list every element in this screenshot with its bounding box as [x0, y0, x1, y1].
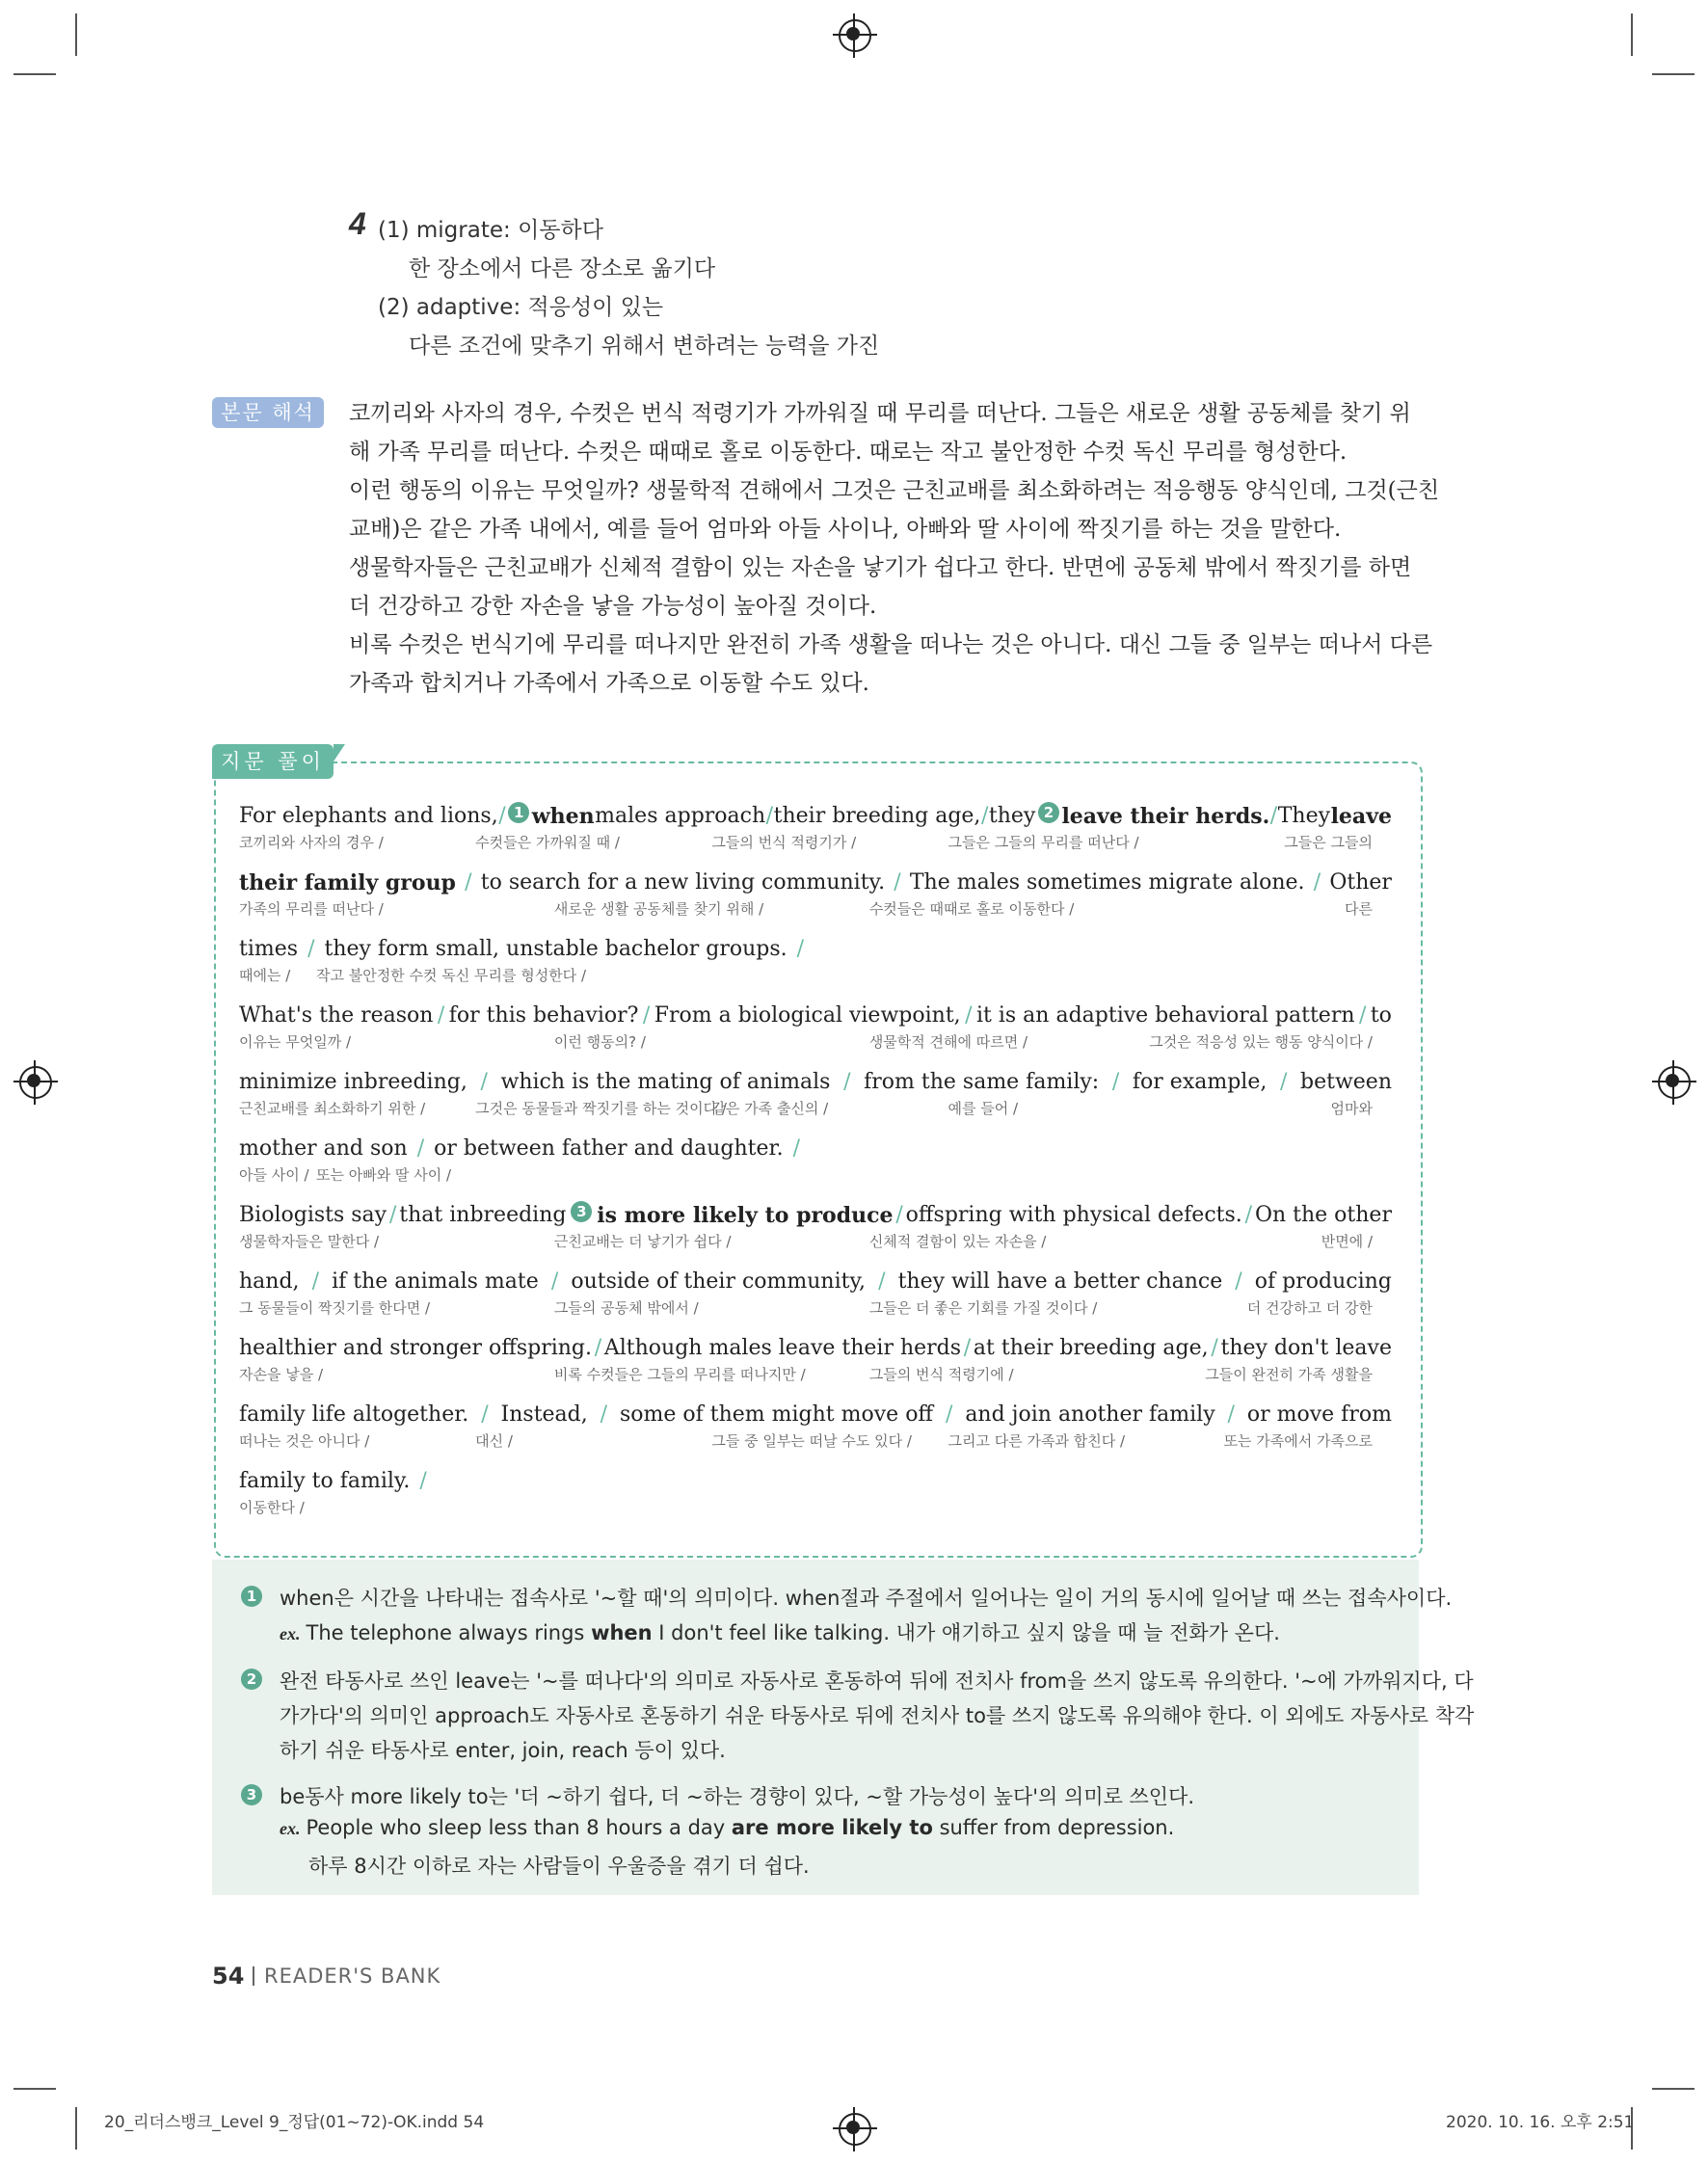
note-number-icon: 1 — [241, 1586, 262, 1607]
crop-mark — [13, 2088, 56, 2090]
english-chunk: for example, — [1132, 1070, 1268, 1094]
note-number-icon: 2 — [241, 1669, 262, 1690]
note-text: are more likely to — [731, 1816, 933, 1839]
note-text: when — [591, 1621, 653, 1644]
passage-tag: 지문 풀이 — [212, 744, 334, 779]
english-chunk: males approach — [595, 804, 766, 828]
english-text — [239, 1401, 1392, 1429]
english-chunk: From a biological viewpoint, — [654, 1003, 961, 1028]
english-chunk: which is the mating of animals — [500, 1070, 831, 1094]
korean-gloss-row — [239, 1430, 1392, 1450]
chunk-slash: / — [307, 937, 315, 961]
english-chunk: and join another family — [965, 1403, 1215, 1427]
passage-line — [239, 868, 1392, 918]
crop-mark — [1631, 13, 1633, 56]
english-chunk: leave — [1330, 804, 1392, 829]
chunk-slash: / — [963, 1336, 972, 1360]
english-chunk: On the other — [1254, 1203, 1392, 1227]
book-title: READER'S BANK — [264, 1964, 441, 1988]
note-line — [280, 1781, 1194, 1810]
note-line — [280, 1735, 726, 1764]
english-chunk: or move from — [1246, 1403, 1392, 1427]
korean-gloss: 같은 가족 출신의 / — [711, 1100, 829, 1117]
english-chunk: or between father and daughter. — [434, 1136, 784, 1161]
english-chunk: they form small, unstable bachelor groups. — [324, 937, 787, 961]
english-chunk: Biologists say — [239, 1203, 387, 1227]
english-chunk: for this behavior? — [448, 1003, 639, 1028]
english-chunk: leave their herds. — [1061, 804, 1270, 829]
korean-gloss: 그들은 더 좋은 기회를 가질 것이다 / — [868, 1299, 1098, 1317]
chunk-slash: / — [1313, 870, 1321, 895]
korean-gloss: 엄마와 — [1330, 1100, 1373, 1117]
english-text — [239, 1068, 1392, 1097]
chunk-slash: / — [1235, 1269, 1242, 1294]
korean-gloss: 떠나는 것은 아니다 / — [239, 1432, 370, 1450]
korean-gloss-row — [239, 965, 1392, 984]
translation-line: 이런 행동의 이유는 무엇일까? 생물학적 견해에서 그것은 근친교배를 최소화하려는 적응행동 양식인데, 그것(근친 — [349, 478, 1440, 503]
note-marker-icon: 2 — [1038, 802, 1059, 823]
korean-gloss: 코끼리와 사자의 경우 / — [239, 834, 384, 851]
korean-gloss: 반면에 / — [1321, 1233, 1373, 1250]
korean-gloss: 생물학자들은 말한다 / — [239, 1233, 380, 1250]
korean-gloss: 수컷들은 때때로 홀로 이동한다 / — [868, 900, 1075, 918]
crop-mark — [75, 13, 77, 56]
english-text — [239, 868, 1392, 897]
vocab-term: (2) adaptive: 적응성이 있는 — [378, 295, 664, 320]
note-text: when은 시간을 나타내는 접속사로 '~할 때'의 의미이다. when절과 주절에서 일어나는 일이 거의 동시에 일어날 때 쓰는 접속사이다. — [280, 1587, 1453, 1610]
translation-line: 비록 수컷은 번식기에 무리를 떠나지만 완전히 가족 생활을 떠나는 것은 아니다. 대신 그들 중 일부는 떠나서 다른 — [349, 632, 1433, 657]
korean-gloss: 신체적 결함이 있는 자손을 / — [868, 1233, 1047, 1250]
slug-file: 20_리더스뱅크_Level 9_정답(01~72)-OK.indd 54 — [104, 2113, 485, 2132]
korean-gloss: 이동한다 / — [239, 1499, 305, 1516]
crop-mark — [1652, 2088, 1695, 2090]
vocab-term: (1) migrate: 이동하다 — [378, 218, 603, 243]
english-chunk: they will have a better chance — [897, 1269, 1223, 1294]
english-chunk: What's the reason — [239, 1003, 434, 1028]
chunk-slash: / — [878, 1269, 886, 1294]
english-text — [239, 1002, 1392, 1030]
passage-line — [239, 1068, 1392, 1117]
chunk-slash: / — [945, 1403, 953, 1427]
translation-line: 해 가족 무리를 떠난다. 수컷은 때때로 홀로 이동한다. 때로는 작고 불안정한 수컷 독신 무리를 형성한다. — [349, 440, 1348, 465]
note-line — [280, 1666, 1474, 1695]
chunk-slash: / — [480, 1070, 488, 1094]
english-chunk: minimize inbreeding, — [239, 1070, 467, 1094]
translation-line: 생물학자들은 근친교배가 신체적 결함이 있는 자손을 낳기가 쉽다고 한다. 반면에 공동체 밖에서 짝짓기를 하면 — [349, 555, 1412, 580]
chunk-slash: / — [416, 1136, 425, 1161]
chunk-slash: / — [550, 1269, 559, 1294]
english-chunk: to search for a new living community. — [480, 870, 886, 895]
chunk-slash: / — [1211, 1336, 1218, 1360]
registration-mark-icon — [839, 2113, 871, 2146]
english-text — [239, 1334, 1392, 1363]
chunk-slash: / — [792, 1136, 801, 1161]
korean-gloss: 다른 — [1345, 900, 1373, 918]
example-marker: ex. — [280, 1624, 301, 1643]
korean-gloss-row — [239, 1297, 1392, 1317]
english-chunk: Other — [1329, 870, 1392, 895]
english-chunk: from the same family: — [864, 1070, 1100, 1094]
note-line — [280, 1700, 1474, 1729]
english-chunk: times — [239, 937, 299, 961]
english-chunk: when — [531, 804, 595, 829]
note-text: 하루 8시간 이하로 자는 사람들이 우울증을 겪기 더 쉽다. — [308, 1855, 810, 1878]
registration-mark-icon — [1658, 1066, 1691, 1099]
korean-gloss: 그들의 번식 적령기에 / — [868, 1366, 1014, 1383]
korean-gloss: 작고 불안정한 수컷 독신 무리를 형성한다 / — [316, 967, 586, 984]
english-chunk: They — [1277, 804, 1331, 828]
korean-gloss-row — [239, 1098, 1392, 1117]
english-chunk: they don't leave — [1220, 1336, 1392, 1360]
chunk-slash: / — [437, 1003, 445, 1028]
chunk-slash: / — [895, 1203, 903, 1227]
korean-gloss: 그것은 동물들과 짝짓기를 하는 것이다 / — [475, 1100, 727, 1117]
english-text — [239, 1135, 1392, 1163]
passage-line — [239, 1135, 1392, 1184]
chunk-slash: / — [594, 1336, 602, 1360]
korean-gloss: 그 동물들이 짝짓기를 한다면 / — [239, 1299, 431, 1317]
english-chunk: offspring with physical defects. — [905, 1203, 1242, 1227]
english-text — [239, 1268, 1392, 1296]
korean-gloss-row — [239, 898, 1392, 918]
english-chunk: hand, — [239, 1269, 300, 1294]
note-text: be동사 more likely to는 '더 ~하기 쉽다, 더 ~하는 경향이 있다, ~할 가능성이 높다'의 의미로 쓰인다. — [280, 1785, 1195, 1808]
korean-gloss: 또는 가족에서 가족으로 — [1223, 1432, 1373, 1450]
english-chunk: family to family. — [239, 1469, 411, 1493]
korean-gloss: 때에는 / — [239, 967, 291, 984]
note-marker-icon: 3 — [571, 1201, 592, 1222]
note-text: suffer from depression. — [932, 1816, 1175, 1839]
chunk-slash: / — [1111, 1070, 1120, 1094]
korean-gloss: 생물학적 견해에 따르면 / — [868, 1033, 1028, 1051]
korean-gloss-row — [239, 832, 1392, 851]
passage-line — [239, 935, 1392, 984]
chunk-slash: / — [765, 804, 774, 828]
korean-gloss-row — [239, 1497, 1392, 1516]
chunk-slash: / — [1227, 1403, 1235, 1427]
korean-gloss-row — [239, 1164, 1392, 1184]
chunk-slash: / — [311, 1269, 320, 1294]
chunk-slash: / — [1244, 1203, 1253, 1227]
translation-line: 교배)은 같은 가족 내에서, 예를 들어 엄마와 아들 사이나, 아빠와 딸 사이에 짝짓기를 하는 것을 말한다. — [349, 517, 1342, 542]
korean-gloss: 그들의 공동체 밖에서 / — [553, 1299, 699, 1317]
chunk-slash: / — [642, 1003, 651, 1028]
korean-gloss: 그들이 완전히 가족 생활을 — [1205, 1366, 1373, 1383]
chunk-slash: / — [894, 870, 901, 895]
note-text: 완전 타동사로 쓰인 leave는 '~를 떠나다'의 의미로 자동사로 혼동하여 뒤에 전치사 from을 쓰지 않도록 유의한다. '~에 가까워지다, 다 — [280, 1670, 1474, 1693]
english-chunk: outside of their community, — [571, 1269, 866, 1294]
note-text: People who sleep less than 8 hours a day — [306, 1816, 732, 1839]
english-chunk: their family group — [239, 870, 456, 895]
passage-line — [239, 1401, 1392, 1450]
korean-gloss: 이유는 무엇일까 / — [239, 1033, 352, 1051]
english-chunk: family life altogether. — [239, 1403, 469, 1427]
question-number: 4 — [349, 206, 366, 241]
registration-mark-icon — [19, 1066, 52, 1099]
english-chunk: if the animals mate — [332, 1269, 539, 1294]
passage-line — [239, 1268, 1392, 1317]
translation-line: 가족과 합치거나 가족에서 가족으로 이동할 수도 있다. — [349, 671, 869, 696]
note-text: The telephone always rings — [306, 1621, 592, 1644]
chunk-slash: / — [980, 804, 989, 828]
vocab-definition: 다른 조건에 맞추기 위해서 변하려는 능력을 가진 — [409, 334, 880, 359]
korean-gloss: 그들의 번식 적령기가 / — [711, 834, 857, 851]
korean-gloss: 새로운 생활 공동체를 찾기 위해 / — [553, 900, 764, 918]
note-text: 가가다'의 의미인 approach도 자동사로 혼동하기 쉬운 타동사로 뒤에 전치사 to를 쓰지 않도록 유의해야 한다. 이 외에도 자동사로 착각 — [280, 1704, 1475, 1727]
passage-line — [239, 802, 1392, 851]
chunk-slash: / — [1358, 1003, 1367, 1028]
korean-gloss-row — [239, 1364, 1392, 1383]
english-chunk: some of them might move off — [619, 1403, 934, 1427]
crop-mark — [75, 2107, 77, 2150]
page-number: 54 — [212, 1963, 245, 1990]
passage-line — [239, 1201, 1392, 1250]
crop-mark — [1652, 73, 1695, 75]
korean-gloss: 그들은 그들의 — [1284, 834, 1373, 851]
korean-gloss: 그것은 적응성 있는 행동 양식이다 / — [1149, 1033, 1373, 1051]
korean-gloss: 자손을 낳을 / — [239, 1366, 324, 1383]
translation-tag: 본문 해석 — [212, 397, 324, 428]
english-chunk: they — [988, 804, 1036, 828]
translation-line: 코끼리와 사자의 경우, 수컷은 번식 적령기가 가까워질 때 무리를 떠난다. 그들은 새로운 생활 공동체를 찾기 위 — [349, 401, 1411, 426]
note-marker-icon: 1 — [508, 802, 529, 823]
korean-gloss: 그들 중 일부는 떠날 수도 있다 / — [711, 1432, 912, 1450]
note-number-icon: 3 — [241, 1784, 262, 1805]
korean-gloss: 가족의 무리를 떠난다 / — [239, 900, 384, 918]
passage-line — [239, 1467, 1392, 1516]
english-chunk: their breeding age, — [773, 804, 981, 828]
note-line — [308, 1851, 810, 1880]
vocab-definition: 한 장소에서 다른 장소로 옮기다 — [409, 256, 716, 281]
chunk-slash: / — [419, 1469, 427, 1493]
korean-gloss: 그들은 그들의 무리를 떠난다 / — [947, 834, 1139, 851]
english-chunk: mother and son — [239, 1136, 408, 1161]
chunk-slash: / — [1279, 1070, 1288, 1094]
english-text — [239, 1201, 1392, 1230]
crop-mark — [13, 73, 56, 75]
note-text: I don't feel like talking. 내가 얘기하고 싶지 않을 때 늘 전화가 온다. — [652, 1621, 1280, 1644]
translation-line: 더 건강하고 강한 자손을 낳을 가능성이 높아질 것이다. — [349, 594, 877, 619]
passage-line — [239, 1002, 1392, 1051]
note-line — [280, 1583, 1452, 1612]
english-chunk: it is an adaptive behavioral pattern — [975, 1003, 1355, 1028]
english-chunk: is more likely to produce — [597, 1203, 894, 1228]
english-chunk: For elephants and lions, — [239, 804, 498, 828]
korean-gloss: 이런 행동의? / — [553, 1033, 646, 1051]
grammar-notes — [212, 1560, 1475, 1895]
korean-gloss: 더 건강하고 더 강한 — [1246, 1299, 1373, 1317]
english-text — [239, 935, 1392, 964]
korean-gloss: 또는 아빠와 딸 사이 / — [316, 1166, 452, 1184]
korean-gloss: 근친교배를 최소화하기 위한 / — [239, 1100, 426, 1117]
korean-gloss-row — [239, 1031, 1392, 1051]
note-line — [280, 1816, 1174, 1839]
note-text: 하기 쉬운 타동사로 enter, join, reach 등이 있다. — [280, 1739, 726, 1762]
chunk-slash: / — [388, 1203, 397, 1227]
korean-gloss: 예를 들어 / — [947, 1100, 1019, 1117]
english-text — [239, 802, 1392, 831]
chunk-slash: / — [965, 1003, 973, 1028]
english-chunk: between — [1300, 1070, 1392, 1094]
english-chunk: The males sometimes migrate alone. — [909, 870, 1305, 895]
korean-gloss: 그리고 다른 가족과 합친다 / — [947, 1432, 1126, 1450]
chunk-slash: / — [1269, 804, 1278, 828]
korean-gloss: 아들 사이 / — [239, 1166, 309, 1184]
chunk-slash: / — [465, 870, 472, 895]
korean-gloss: 수컷들은 가까워질 때 / — [475, 834, 620, 851]
english-chunk: to — [1370, 1003, 1392, 1028]
page-separator — [253, 1966, 254, 1986]
korean-gloss-row — [239, 1231, 1392, 1250]
english-chunk: Instead, — [500, 1403, 588, 1427]
korean-gloss: 비록 수컷들은 그들의 무리를 떠나지만 / — [553, 1366, 806, 1383]
korean-gloss: 근친교배는 더 낳기가 쉽다 / — [553, 1233, 732, 1250]
note-line — [280, 1617, 1280, 1646]
english-chunk: at their breeding age, — [973, 1336, 1209, 1360]
korean-gloss: 대신 / — [475, 1432, 513, 1450]
chunk-slash: / — [498, 804, 506, 828]
english-chunk: Although males leave their herds — [603, 1336, 962, 1360]
passage-line — [239, 1334, 1392, 1383]
english-text — [239, 1467, 1392, 1496]
english-chunk: healthier and stronger offspring. — [239, 1336, 592, 1360]
chunk-slash: / — [796, 937, 805, 961]
english-chunk: that inbreeding — [399, 1203, 567, 1227]
example-marker: ex. — [280, 1819, 301, 1838]
chunk-slash: / — [843, 1070, 851, 1094]
chunk-slash: / — [600, 1403, 608, 1427]
english-chunk: of producing — [1254, 1269, 1392, 1294]
chunk-slash: / — [481, 1403, 489, 1427]
slug-date: 2020. 10. 16. 오후 2:51 — [1446, 2113, 1635, 2132]
registration-mark-icon — [839, 19, 871, 52]
